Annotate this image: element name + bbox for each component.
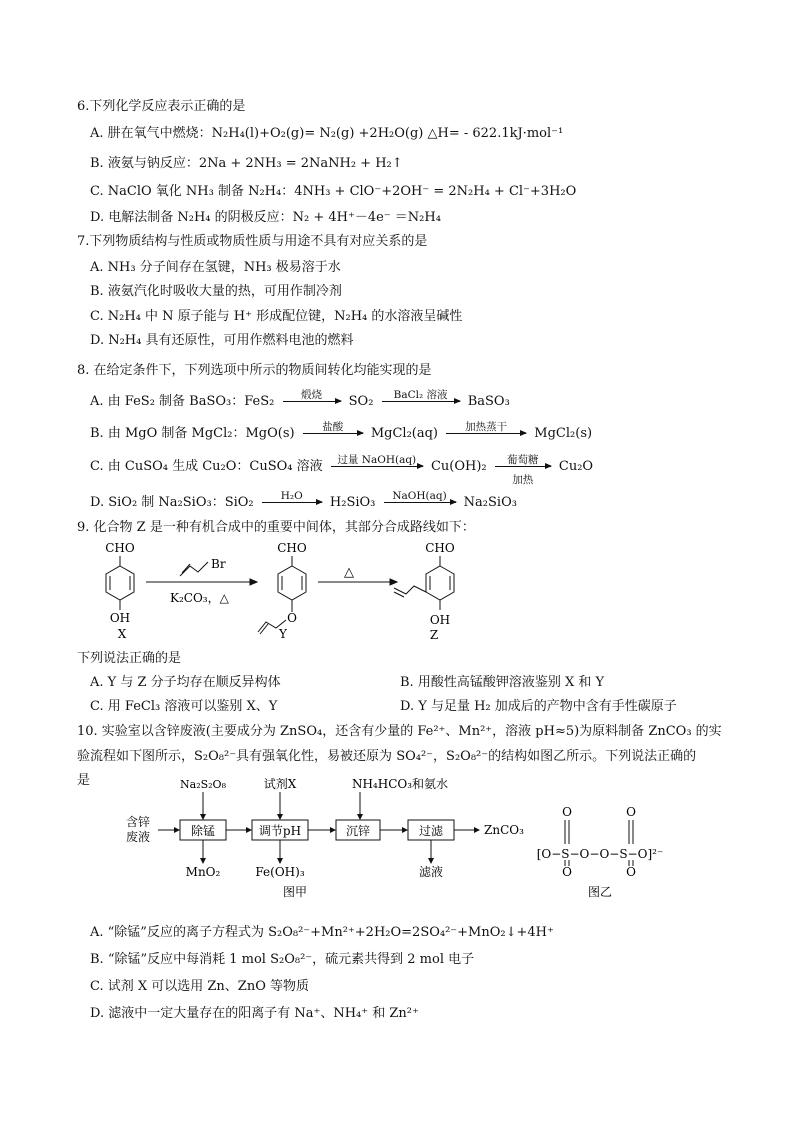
allyl-bromide: [180, 562, 208, 576]
q8-d-label2: NaOH(aq): [392, 490, 447, 502]
caption-figure-a: 图甲: [282, 885, 308, 899]
q8-d-arrow2: [384, 490, 456, 503]
q8-a-label1: 煅烧: [301, 389, 323, 401]
q7-option-b: B. 液氨汽化时吸收大量的热，可用作制冷剂: [90, 284, 342, 299]
struct-chain: [O−S−O−O−S−O]²⁻: [536, 847, 664, 861]
struct-o-top-1: O: [562, 805, 572, 819]
q8-option-b: [90, 421, 593, 443]
q9-synthesis-scheme: [80, 538, 500, 648]
q8-d-label1: H₂O: [280, 490, 303, 502]
box-label-3: 沉锌: [345, 824, 371, 838]
q8-b-prefix: B. 由 MgO 制备 MgCl₂：MgO(s): [90, 426, 295, 441]
q8-option-d: [90, 490, 517, 512]
q10-stem-line3: 是: [77, 773, 91, 788]
q6-option-b: B. 液氨与钠反应：2Na + 2NH₃ = 2NaNH₂ + H₂↑: [90, 156, 403, 171]
x-cho: CHO: [105, 541, 135, 555]
x-label: X: [117, 627, 127, 641]
q7-stem: 7.下列物质结构与性质或物质性质与用途不具有对应关系的是: [77, 234, 428, 249]
q8-a-mid: SO₂: [348, 394, 374, 409]
reagent-na2s2o8: Na₂S₂O₈: [180, 778, 226, 791]
reagent-x: 试剂X: [263, 778, 297, 791]
q8-d-mid: H₂SiO₃: [329, 495, 376, 510]
q7-option-a: A. NH₃ 分子间存在氢键，NH₃ 极易溶于水: [90, 260, 341, 275]
q8-c-arrow1: [331, 454, 423, 467]
byproduct-filtrate: 滤液: [418, 865, 444, 879]
condition-1: K₂CO₃，△: [170, 591, 229, 605]
q8-a-end: BaSO₃: [467, 394, 510, 409]
reagent-nh4hco3: NH₄HCO₃和氨水: [351, 778, 449, 791]
y-cho: CHO: [277, 541, 307, 555]
q8-c-label1: 过量 NaOH(aq): [337, 454, 417, 466]
struct-o-bot-1: O: [562, 865, 572, 879]
q8-b-label1: 盐酸: [322, 421, 344, 433]
z-oh: OH: [429, 613, 451, 627]
q8-c-label2b: 加热: [512, 474, 534, 486]
q10-option-b: B. “除锰”反应中每消耗 1 mol S₂O₈²⁻，硫元素共得到 2 mol 电子: [90, 952, 475, 967]
q6-option-c: C. NaClO 氧化 NH₃ 制备 N₂H₄：4NH₃ + ClO⁻+2OH⁻ = 2N₂H₄ + Cl⁻+3H₂O: [90, 184, 577, 199]
byproduct-mno2: MnO₂: [185, 865, 221, 879]
q8-a-arrow1: [283, 389, 341, 402]
q8-b-arrow2: [446, 421, 526, 434]
byproduct-feoh3: Fe(OH)₃: [255, 865, 305, 879]
q10-option-d: D. 滤液中一定大量存在的阳离子有 Na⁺、NH₄⁺ 和 Zn²⁺: [90, 1006, 419, 1021]
box-label-2: 调节pH: [258, 824, 302, 838]
q8-d-prefix: D. SiO₂ 制 Na₂SiO₃：SiO₂: [90, 495, 254, 510]
y-o: O: [287, 611, 297, 625]
q10-option-c: C. 试剂 X 可以选用 Zn、ZnO 等物质: [90, 979, 310, 994]
q6-option-a: A. 肼在氧气中燃烧：N₂H₄(l)+O₂(g)= N₂(g) +2H₂O(g) △H= - 622.1kJ·mol⁻¹: [90, 126, 564, 141]
reagent-br: Br: [211, 557, 226, 571]
feed-label-1: 含锌: [125, 815, 151, 829]
z-label: Z: [429, 628, 439, 642]
q8-option-c: [90, 454, 594, 486]
q8-c-end: Cu₂O: [558, 459, 594, 474]
q10-flowchart: [110, 778, 710, 908]
q8-d-arrow1: [262, 490, 322, 503]
q8-option-a: [90, 389, 510, 411]
q9-option-d: D. Y 与足量 H₂ 加成后的产物中含有手性碳原子: [400, 699, 677, 714]
box-label-4: 过滤: [418, 824, 444, 838]
condition-2: △: [344, 565, 354, 580]
q8-b-mid: MgCl₂(aq): [370, 426, 439, 441]
q10-option-a: A. “除锰”反应的离子方程式为 S₂O₈²⁻+Mn²⁺+2H₂O=2SO₄²⁻+MnO₂↓+4H⁺: [90, 925, 554, 940]
q6-option-d: D. 电解法制备 N₂H₄ 的阴极反应：N₂ + 4H⁺－4e⁻ ＝N₂H₄: [90, 210, 441, 225]
q8-c-arrow2: [495, 454, 551, 486]
q8-a-prefix: A. 由 FeS₂ 制备 BaSO₃：FeS₂: [90, 394, 275, 409]
q9-option-a: A. Y 与 Z 分子均存在顺反异构体: [90, 675, 281, 690]
z-cho: CHO: [425, 541, 455, 555]
product-znco3: ZnCO₃: [484, 823, 524, 837]
caption-figure-b: 图乙: [587, 885, 613, 899]
q9-option-c: C. 用 FeCl₃ 溶液可以鉴别 X、Y: [90, 699, 278, 714]
q8-stem: 8. 在给定条件下，下列选项中所示的物质间转化均能实现的是: [77, 363, 432, 378]
q10-stem-line1: 10. 实验室以含锌废液(主要成分为 ZnSO₄，还含有少量的 Fe²⁺、Mn²⁺，溶液 pH≈5)为原料制备 ZnCO₃ 的实: [77, 724, 722, 739]
x-oh: OH: [109, 611, 131, 625]
q8-b-arrow1: [303, 421, 363, 434]
q8-c-label2a: 葡萄糖: [507, 454, 539, 466]
box-label-1: 除锰: [190, 824, 216, 838]
feed-label-2: 废液: [125, 830, 151, 844]
struct-o-top-2: O: [626, 805, 636, 819]
q8-c-mid: Cu(OH)₂: [430, 459, 487, 474]
q7-option-c: C. N₂H₄ 中 N 原子能与 H⁺ 形成配位键，N₂H₄ 的水溶液呈碱性: [90, 309, 463, 324]
struct-o-bot-2: O: [626, 865, 636, 879]
q8-d-end: Na₂SiO₃: [463, 495, 517, 510]
q8-c-prefix: C. 由 CuSO₄ 生成 Cu₂O：CuSO₄ 溶液: [90, 459, 323, 474]
q6-stem: 6.下列化学反应表示正确的是: [77, 99, 246, 114]
q8-a-label2: BaCl₂ 溶液: [393, 389, 448, 401]
q8-b-label2: 加热蒸干: [465, 421, 508, 433]
q8-b-end: MgCl₂(s): [534, 426, 593, 441]
q9-stem: 9. 化合物 Z 是一种有机合成中的重要中间体，其部分合成路线如下：: [77, 520, 475, 535]
y-label: Y: [279, 627, 287, 641]
q7-option-d: D. N₂H₄ 具有还原性，可用作燃料电池的燃料: [90, 333, 354, 348]
q9-lead: 下列说法正确的是: [77, 651, 182, 666]
q9-option-b: B. 用酸性高锰酸钾溶液鉴别 X 和 Y: [400, 675, 605, 690]
z-allyl-chain: [394, 586, 426, 594]
q8-a-arrow2: [382, 389, 460, 402]
q10-stem-line2: 验流程如下图所示，S₂O₈²⁻具有强氧化性，易被还原为 SO₄²⁻，S₂O₈²⁻的结构如图乙所示。下列说法正确的: [77, 749, 697, 764]
